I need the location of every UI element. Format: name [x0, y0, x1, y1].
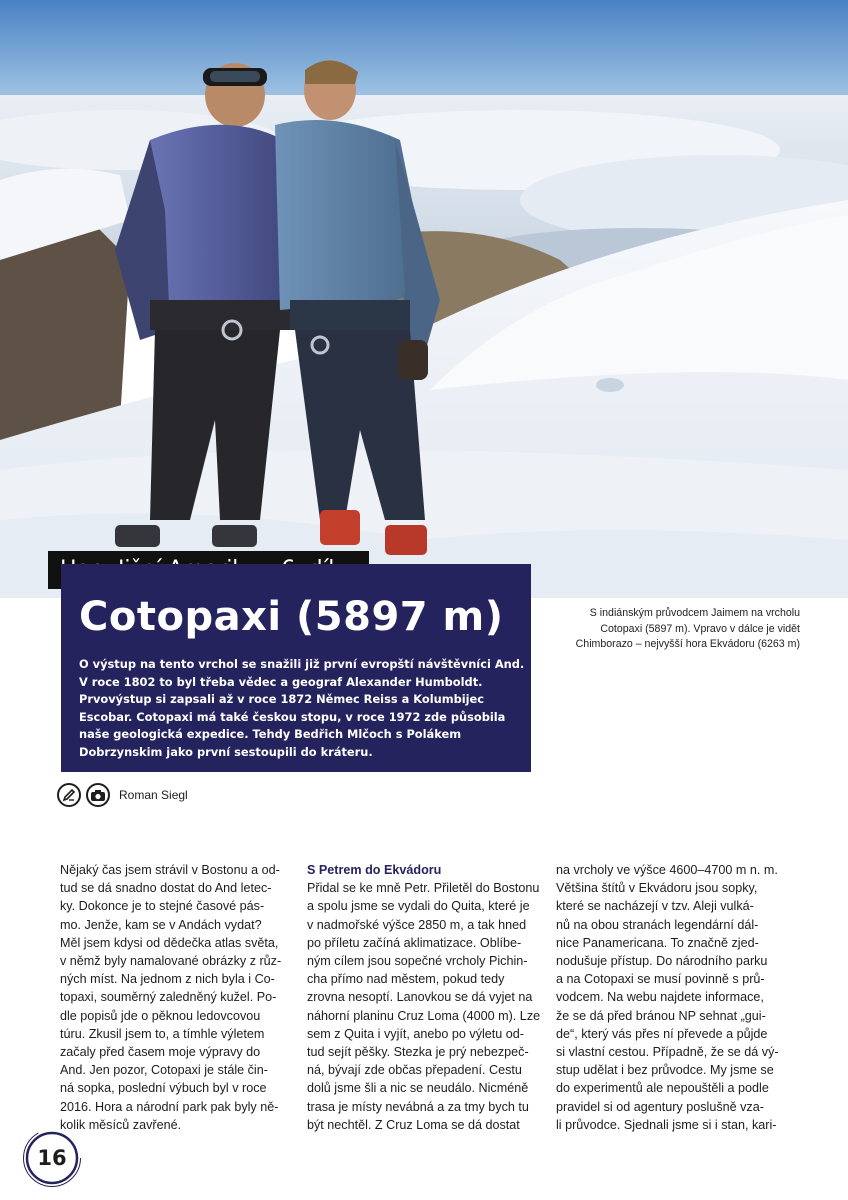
- page-number: [22, 1128, 82, 1188]
- text-line: vodcem. Na webu najdete informace,: [556, 990, 764, 1005]
- text-line: náhorní planinu Cruz Loma (4000 m). Lze: [307, 1008, 541, 1023]
- headline-box: [61, 564, 531, 772]
- text-line: li průvodce. Sjednali jsme si i stan, kari-: [556, 1117, 777, 1132]
- lead-line: Prvovýstup si zapsali až v roce 1872 Němec Reiss a Kolumbijec: [79, 692, 485, 707]
- lead-line: naše geologická expedice. Tehdy Bedřich Mlčoch s Polákem: [79, 727, 462, 742]
- text-line: pravidel si od agentury poslušně vza-: [556, 1099, 764, 1114]
- text-line: Měl jsem kdysi od dědečka atlas světa,: [60, 935, 279, 950]
- text-line: ná sopka, poslední výbuch byl v roce: [60, 1081, 267, 1096]
- text-line: dolů jsme šli a nic se neudálo. Nicméně: [307, 1081, 529, 1096]
- text-line: tud sejít pěšky. Stezka je prý nebezpeč-: [307, 1045, 529, 1060]
- text-line: mo. Jenže, kam se v Andách vydat?: [60, 917, 262, 932]
- article-title: Cotopaxi (5897 m): [79, 594, 504, 640]
- text-line: cha přímo nad městem, pokud tedy: [307, 972, 505, 987]
- text-line: Přidal se ke mně Petr. Přiletěl do Bostonu: [307, 881, 540, 896]
- text-line: topaxi, souměrný zaledněný kužel. Po-: [60, 990, 277, 1005]
- lead-line: V roce 1802 to byl třeba vědec a geograf Alexander Humboldt.: [79, 674, 483, 689]
- text-line: po příletu začíná aklimatizace. Oblíbe-: [307, 935, 522, 950]
- camera-icon: [86, 783, 110, 807]
- lead-line: Escobar. Cotopaxi má také českou stopu, v roce 1972 zde působila: [79, 709, 506, 724]
- text-line: a na Cotopaxi se musí povinně s prů-: [556, 972, 765, 987]
- text-line: Většina štítů v Ekvádoru jsou sopky,: [556, 881, 758, 896]
- text-line: ných míst. Na jednom z nich byla i Co-: [60, 972, 275, 987]
- author-credit: [57, 782, 188, 808]
- body-column-2: [307, 861, 541, 1134]
- summit-photo: [0, 0, 848, 598]
- text-line: ky. Dokonce je to stejné časové pás-: [60, 899, 265, 914]
- text-line: a spolu jsme se vydali do Quita, které je: [307, 899, 530, 914]
- text-line: které se nacházejí v tzv. Aleji vulká-: [556, 899, 754, 914]
- caption-line: Chimborazo – nejvyšší hora Ekvádoru (6263 m): [575, 638, 800, 651]
- text-line: ná, bývají zde občas přepadení. Cestu: [307, 1063, 522, 1078]
- text-line: ným cílem jsou sopečné vrcholy Pichin-: [307, 954, 528, 969]
- text-line: trasa je místy nevábná a za tmy bych tu: [307, 1099, 529, 1114]
- body-column-3: [556, 861, 778, 1134]
- lead-line: O výstup na tento vrchol se snažili již první evropští návštěvníci And.: [79, 657, 525, 671]
- text-line: v němž byly namalované obrázky z růz-: [60, 954, 282, 969]
- lead-paragraph: [79, 656, 525, 762]
- text-line: začaly před časem moje výpravy do: [60, 1045, 261, 1060]
- text-line: v nadmořské výšce 2850 m, a tak hned: [307, 917, 527, 932]
- text-line: sem z Quita i vyjít, anebo po výletu od-: [307, 1026, 524, 1041]
- text-line: 2016. Hora a národní park pak byly ně-: [60, 1099, 279, 1114]
- text-line: dle popisů jde o pěknou ledovcovou: [60, 1008, 261, 1023]
- text-line: být nechtěl. Z Cruz Loma se dá dostat: [307, 1117, 520, 1132]
- text-line: tud se dá snadno dostat do And letec-: [60, 881, 272, 896]
- text-line: stup udělat i bez průvodce. My jsme se: [556, 1063, 774, 1078]
- body-column-1: [60, 861, 282, 1134]
- text-line: zrovna nesoptí. Lanovkou se dá vyjet na: [307, 990, 533, 1005]
- text-line: And. Jen pozor, Cotopaxi je stále čin-: [60, 1063, 268, 1078]
- section-heading: S Petrem do Ekvádoru: [307, 863, 442, 877]
- caption-line: S indiánským průvodcem Jaimem na vrcholu: [589, 607, 800, 619]
- photo-caption: [540, 606, 800, 653]
- text-line: nodušuje přístup. Do národního parku: [556, 954, 768, 969]
- text-line: Nějaký čas jsem strávil v Bostonu a od-: [60, 863, 280, 877]
- text-line: kolik měsíců zavřené.: [60, 1117, 182, 1132]
- caption-line: Cotopaxi (5897 m). Vpravo v dálce je vidět: [600, 622, 800, 635]
- pen-icon: [57, 783, 81, 807]
- text-line: nice Panamericana. To značně zjed-: [556, 935, 759, 950]
- lead-line: Dobrzynskim jako první sestoupili do kráteru.: [79, 744, 373, 759]
- text-line: do experimentů ale nepouštěli a podle: [556, 1081, 769, 1096]
- text-line: na vrcholy ve výšce 4600–4700 m n. m.: [556, 863, 778, 877]
- text-line: túru. Zkusil jsem to, a tímhle výletem: [60, 1026, 265, 1041]
- author-name: Roman Siegl: [119, 788, 188, 802]
- text-line: si vlastní cestou. Případně, že se dá vý-: [556, 1045, 779, 1060]
- text-line: nů na obou stranách legendární dál-: [556, 917, 759, 932]
- page-number-text: 16: [37, 1146, 67, 1170]
- text-line: že se dá před bránou NP sehnat „gui-: [556, 1008, 766, 1023]
- text-line: de“, který vás přes ní převede a půjde: [556, 1026, 768, 1041]
